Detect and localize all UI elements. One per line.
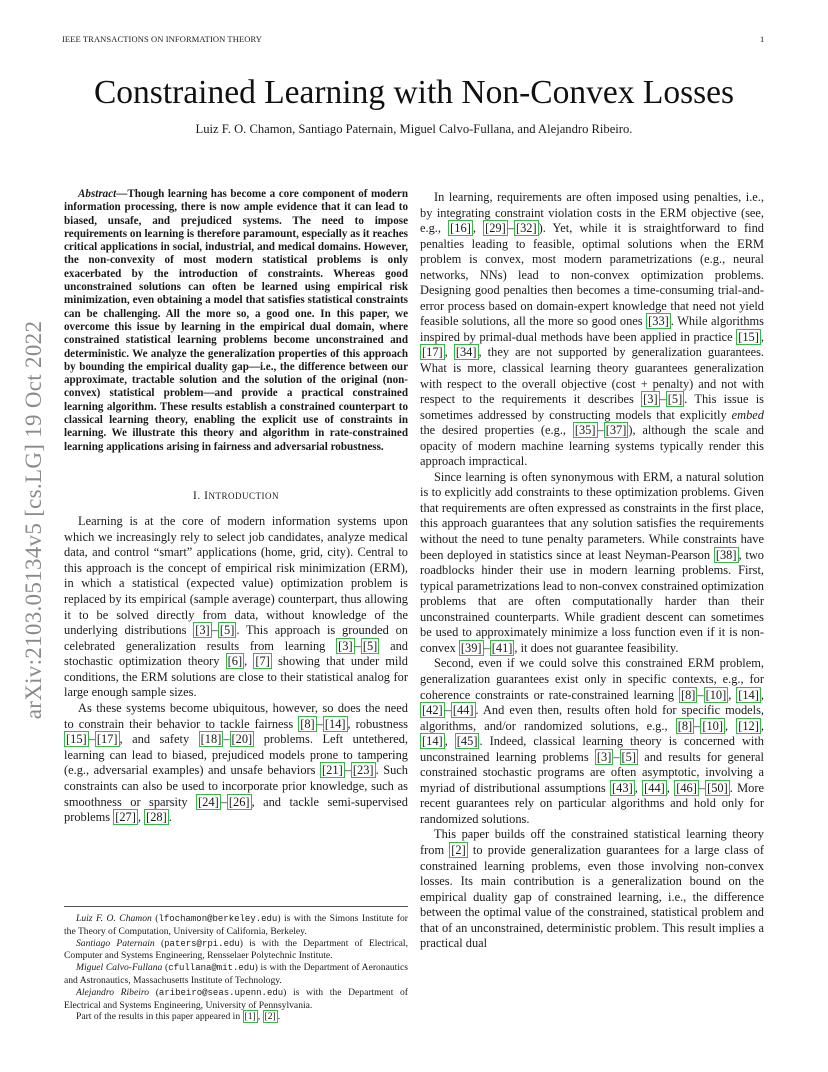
section-number: I. bbox=[193, 489, 201, 502]
email-link[interactable]: aribeiro@seas.upenn.edu bbox=[158, 987, 284, 998]
left-paragraph: Learning is at the core of modern information systems upon which we increasingly rely to select job candidates, analyze medical data, and control “smart” applications (home, grid, city). Central to this approach is the concept of empirical risk minimization (ERM), in which a statistical (expected value) optimization problem is replaced by its empirical (sample average) counterpart, thus allowing it to be solved directly from data, without knowledge of the underlying distributions [3] – [5] . This approach is grounded on celebrated generalization results from learning [3] – [5] and stochastic optimization theory [6] , [7] showing that under mild conditions, the ERM solutions are close to their statistical analog for large enough sample sizes. bbox=[64, 513, 409, 700]
citation-link[interactable]: [10] bbox=[705, 687, 727, 702]
citation-link[interactable]: [8] bbox=[677, 718, 693, 733]
author-list: Luiz F. O. Chamon, Santiago Paternain, Miguel Calvo-Fullana, and Alejandro Ribeiro. bbox=[195, 122, 633, 136]
footnotes bbox=[64, 906, 408, 1023]
citation-link[interactable]: [14] bbox=[324, 716, 346, 731]
citation-link[interactable]: [46] bbox=[676, 780, 697, 795]
paper-title: Constrained Learning with Non-Convex Losses bbox=[93, 74, 735, 111]
citation-link[interactable]: [16] bbox=[450, 221, 471, 236]
citation-link[interactable]: [28] bbox=[146, 810, 167, 825]
citation-link[interactable]: [2] bbox=[451, 842, 466, 857]
author-footnote: Santiago Paternain (paters@rpi.edu) is with the Department of Electrical, Computer and Systems Engineering, Rensselaer Polytechnic Institute. bbox=[64, 937, 408, 962]
citation-link[interactable]: [44] bbox=[452, 703, 474, 718]
citation-link[interactable]: [35] bbox=[574, 423, 596, 438]
citation-link[interactable]: [38] bbox=[715, 547, 737, 562]
citation-link[interactable]: [24] bbox=[198, 794, 219, 809]
right-column bbox=[420, 190, 764, 952]
email-link[interactable]: paters@rpi.edu bbox=[164, 938, 240, 949]
citation-link[interactable]: [15] bbox=[66, 732, 87, 747]
citation-link[interactable]: [12] bbox=[738, 718, 759, 733]
citation-link[interactable]: [2] bbox=[264, 1011, 276, 1023]
section-title: INTRODUCTION bbox=[204, 489, 279, 502]
arxiv-stamp[interactable] bbox=[18, 290, 50, 750]
citation-link[interactable]: [5] bbox=[219, 623, 235, 638]
citation-link[interactable]: [45] bbox=[456, 734, 478, 749]
arxiv-stamp-text: arXiv:2103.05134v5 [cs.LG] 19 Oct 2022 bbox=[21, 320, 46, 720]
citation-link[interactable]: [18] bbox=[200, 732, 222, 747]
right-paragraph: Second, even if we could solve this constrained ERM problem, generalization guarantees exist only in specific contexts, e.g., for coherence constraints or rate-constrained learning [8] – [10] , [14] , [42] – [44] . And even then, results often hold for specific models, algorithms, and/or randomized solutions, e.g., [8] – [10] , [12] , [14] , [45] . Indeed, classical learning theory is concerned with unconstrained learning problems [3] – [5] and results for general constrained stochastic programs are often asymptotic, involving a myriad of distributional assumptions [43] , [44] , [46] – [50] . More recent guarantees rely on particular algorithms and hold only for randomized solutions. bbox=[420, 656, 764, 826]
citation-link[interactable]: [10] bbox=[702, 718, 723, 733]
citation-link[interactable]: [8] bbox=[680, 687, 696, 702]
footnote-prior-work: Part of the results in this paper appeared in [1] , [2] . bbox=[76, 1011, 281, 1023]
citation-link[interactable]: [3] bbox=[643, 392, 658, 407]
left-paragraph: As these systems become ubiquitous, however, so does the need to constrain their behavior to tackle fairness [8] – [14] , robustness [15] – [17] , and safety [18] – [20] problems. Left untethered, learning can lead to biased, prejudiced models prone to tampering (e.g., adversarial examples) and unsafe behaviors [21] – [23] . Such constraints can also be used to incorporate prior knowledge, such as smoothness or sparsity [24] – [26] , and tackle semi-supervised problems [27] , [28] . bbox=[64, 701, 408, 825]
left-column bbox=[64, 188, 408, 826]
abstract-label: Abstract bbox=[78, 188, 117, 200]
author-footnote: Miguel Calvo-Fullana (cfullana@mit.edu) is with the Department of Aeronautics and Astronautics, Massachusetts Institute of Technology. bbox=[64, 962, 409, 986]
citation-link[interactable]: [15] bbox=[738, 329, 759, 344]
email-link[interactable]: cfullana@mit.edu bbox=[168, 963, 255, 974]
citation-link[interactable]: [44] bbox=[644, 780, 665, 795]
citation-link[interactable]: [17] bbox=[96, 732, 118, 747]
email-link[interactable]: lfochamon@berkeley.edu bbox=[158, 914, 278, 924]
citation-link[interactable]: [37] bbox=[605, 423, 627, 438]
citation-link[interactable]: [32] bbox=[515, 221, 537, 236]
author-footnote: Luiz F. O. Chamon (lfochamon@berkeley.edu) is with the Simons Institute for the Theory of Computation, University of California, Berkeley. bbox=[64, 913, 408, 937]
right-paragraph: In learning, requirements are often imposed using penalties, i.e., by integrating constraint violation costs in the ERM objective (see, e.g., [16] , [29] – [32] ). Yet, while it is straightforward to find penalties leading to feasible, optimal solutions when the ERM problem is convex, most modern parametrizations (e.g., neural networks, NNs) lead to non-convex optimization problems. Designing good penalties then becomes a time-consuming trial-and-error process based on domain-expert knowledge that need not yield feasible solutions, all the more so good ones [33] . While algorithms inspired by primal-dual methods have been applied in practice [15] , [17] , [34] , they are not supported by generalization guarantees. What is more, classical learning theory guarantees generalization with respect to the overall objective (cost + penalty) and not with respect to the requirements it describes [3] – [5] . This issue is sometimes addressed by constructing models that explicitly embed the desired properties (e.g., [35] – [37] ), although the scale and opacity of modern machine learning systems typically render this approach impractical. bbox=[420, 190, 765, 469]
citation-link[interactable]: [20] bbox=[231, 732, 253, 747]
citation-link[interactable]: [42] bbox=[422, 703, 443, 718]
citation-link[interactable]: [23] bbox=[352, 763, 374, 778]
citation-link[interactable]: [21] bbox=[322, 763, 343, 778]
citation-link[interactable]: [27] bbox=[115, 810, 136, 825]
citation-link[interactable]: [50] bbox=[707, 780, 728, 795]
citation-link[interactable]: [17] bbox=[422, 345, 443, 360]
citation-link[interactable]: [5] bbox=[362, 638, 378, 653]
abstract-text: —Though learning has become a core component of modern information processing, there is now ample evidence that it can lead to biased, unsafe, and prejudiced systems. The need to impose requirements on learning is therefore paramount, especially as it reaches critical applications in social, industrial, and medical domains. However, the non-convexity of most modern statistical problems is only exacerbated by the introduction of constraints. Whereas good unconstrained solutions can often be learned using empirical risk minimization, even obtaining a model that satisfies statistical constraints can be challenging. All the more so, a good one. In this paper, we overcome this issue by learning in the empirical dual domain, where constrained statistical learning problems become unconstrained and deterministic. We analyze the generalization properties of this approach by bounding the empirical duality gap—i.e., the difference between our approximate, tractable solution and the solution of the original (non-convex) statistical problem—and provide a practical constrained learning algorithm. These results establish a constrained counterpart to classical learning theory, enabling the explicit use of constraints in learning. We illustrate this theory and algorithm in rate-constrained learning applications arising in fairness and adversarial robustness. bbox=[64, 188, 408, 453]
page-number: 1 bbox=[760, 34, 765, 44]
citation-link[interactable]: [43] bbox=[612, 780, 633, 795]
citation-link[interactable]: [29] bbox=[485, 221, 506, 236]
right-paragraph: Since learning is often synonymous with ERM, a natural solution is to explicitly add constraints to these optimization problems. Given that requirements are often expressed as constraints in the first place, this approach guarantees that any solution satisfies the requirements without the need to tune penalty parameters. While constraints have been deployed in statistics since at least Neyman-Pearson [38] , two roadblocks hinder their use in modern learning problems. First, typical parametrizations lead to non-convex constrained optimization problems that are often computationally harder than their unconstrained counterparts. While gradient descent can sometimes be used to approximately minimize a loss function even if it is non-convex [39] – [41] , it does not guarantee feasibility. bbox=[420, 469, 764, 655]
author-footnote: Alejandro Ribeiro (aribeiro@seas.upenn.edu) is with the Department of Electrical and Systems Engineering, University of Pennsylvania. bbox=[64, 986, 408, 1011]
citation-link[interactable]: [3] bbox=[338, 638, 353, 653]
citation-link[interactable]: [5] bbox=[667, 392, 683, 407]
citation-link[interactable]: [1] bbox=[244, 1011, 256, 1023]
citation-link[interactable]: [3] bbox=[195, 623, 210, 638]
citation-link[interactable]: [6] bbox=[227, 654, 243, 669]
citation-link[interactable]: [14] bbox=[738, 687, 759, 702]
citation-link[interactable]: [3] bbox=[596, 749, 612, 764]
citation-link[interactable]: [33] bbox=[648, 314, 669, 329]
right-body bbox=[420, 190, 764, 952]
citation-link[interactable]: [14] bbox=[422, 734, 443, 749]
citation-link[interactable]: [7] bbox=[255, 654, 270, 669]
citation-link[interactable]: [41] bbox=[491, 640, 513, 655]
right-paragraph: This paper builds off the constrained statistical learning theory from [2] to provide generalization guarantees for a large class of constrained learning problems, even those involving non-convex losses. Its main contribution is a generalization bound on the empirical duality gap of constrained learning, i.e., the difference between the optimal value of the constrained, statistical problem and that of an unconstrained, deterministic problem. This result implies a practical dual bbox=[420, 827, 764, 951]
abstract bbox=[64, 188, 408, 454]
running-header: IEEE TRANSACTIONS ON INFORMATION THEORY bbox=[62, 34, 263, 44]
citation-link[interactable]: [5] bbox=[621, 749, 636, 764]
section-heading bbox=[64, 490, 408, 502]
citation-link[interactable]: [8] bbox=[300, 716, 315, 731]
citation-link[interactable]: [26] bbox=[228, 794, 250, 809]
citation-link[interactable]: [34] bbox=[455, 345, 477, 360]
citation-link[interactable]: [39] bbox=[460, 640, 482, 655]
left-body bbox=[64, 514, 408, 826]
